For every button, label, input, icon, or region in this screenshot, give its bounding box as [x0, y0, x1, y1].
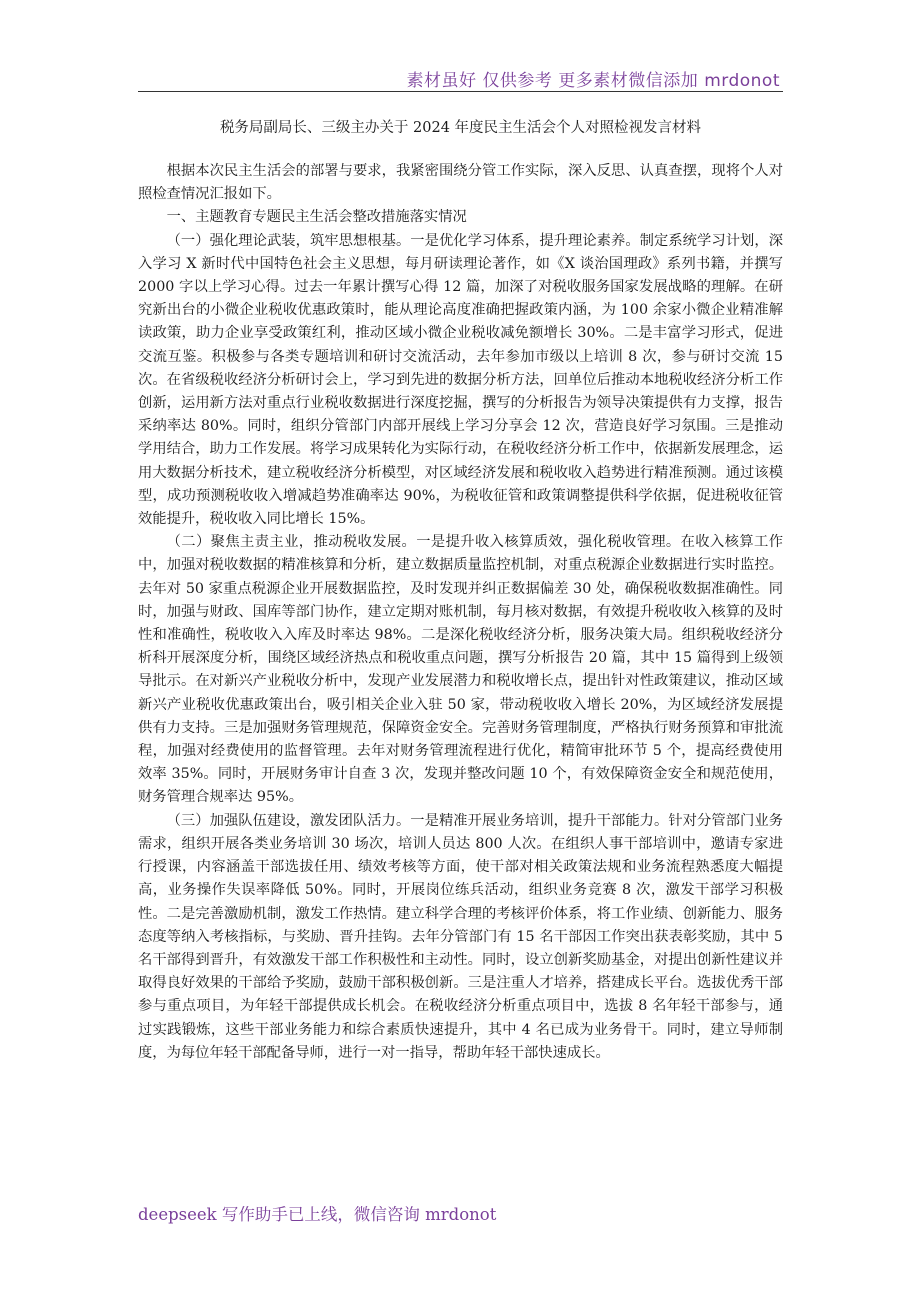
body-paragraph-3: （三）加强队伍建设，激发团队活力。一是精准开展业务培训，提升干部能力。针对分管部门业务需求，组织开展各类业务培训 30 场次，培训人员达 800 人次。在组织人事干部培训中，邀请专家进行授课，内容涵盖干部选拔任用、绩效考核等方面，使干部对相关政策法规和业务流程熟悉度大幅提高，业务操作失误率降低 50%。同时，开展岗位练兵活动，组织业务竞赛 8 次，激发干部学习积极性。二是完善激励机制，激发工作热情。建立科学合理的考核评价体系，将工作业绩、创新能力、服务态度等纳入考核指标，与奖励、晋升挂钩。去年分管部门有 15 名干部因工作突出获表彰奖励，其中 5 名干部得到晋升，有效激发干部工作积极性和主动性。同时，设立创新奖励基金，对提出创新性建议并取得良好效果的干部给予奖励，鼓励干部积极创新。三是注重人才培养，搭建成长平台。选拔优秀干部参与重点项目，为年轻干部提供成长机会。在税收经济分析重点项目中，选拔 8 名年轻干部参与，通过实践锻炼，这些干部业务能力和综合素质快速提升，其中 4 名已成为业务骨干。同时，建立导师制度，为每位年轻干部配备导师，进行一对一指导，帮助年轻干部快速成长。 — [138, 812, 783, 1061]
body-paragraph-2: （二）聚焦主责主业，推动税收发展。一是提升收入核算质效，强化税收管理。在收入核算工作中，加强对税收数据的精准核算和分析，建立数据质量监控机制，对重点税源企业数据进行实时监控。去年对 50 家重点税源企业开展数据监控，及时发现并纠正数据偏差 30 处，确保税收数据准确性。同时，加强与财政、国库等部门协作，建立定期对账机制，每月核对数据，有效提升税收收入核算的及时性和准确性，税收收入入库及时率达 98%。二是深化税收经济分析，服务决策大局。组织税收经济分析科开展深度分析，围绕区域经济热点和税收重点问题，撰写分析报告 20 篇，其中 15 篇得到上级领导批示。在对新兴产业税收分析中，发现产业发展潜力和税收增长点，提出针对性政策建议，推动区域新兴产业税收优惠政策出台，吸引相关企业入驻 50 家，带动税收收入增长 20%，为区域经济发展提供有力支持。三是加强财务管理规范，保障资金安全。完善财务管理制度，严格执行财务预算和审批流程，加强对经费使用的监督管理。去年对财务管理流程进行优化，精简审批环节 5 个，提高经费使用效率 35%。同时，开展财务审计自查 3 次，发现并整改问题 10 个，有效保障资金安全和规范使用，财务管理合规率达 95%。 — [138, 534, 783, 806]
footer-promo-note: deepseek 写作助手已上线，微信咨询 mrdonot — [138, 1205, 497, 1224]
document-title: 税务局副局长、三级主办关于 2024 年度民主生活会个人对照检视发言材料 — [219, 120, 702, 136]
document-body — [138, 160, 783, 1065]
section-heading: 一、主题教育专题民主生活会整改措施落实情况 — [166, 209, 467, 226]
body-paragraph-1: （一）强化理论武装，筑牢思想根基。一是优化学习体系，提升理论素养。制定系统学习计划，深入学习 X 新时代中国特色社会主义思想，每月研读理论著作，如《X 谈治国理政》系列书籍，并撰写 2000 字以上学习心得。过去一年累计撰写心得 12 篇，加深了对税收服务国家发展战略的理解。在研究新出台的小微企业税收优惠政策时，能从理论高度准确把握政策内涵，为 100 余家小微企业精准解读政策，助力企业享受政策红利，推动区域小微企业税收减免额增长 30%。二是丰富学习形式，促进交流互鉴。积极参与各类专题培训和研讨交流活动，去年参加市级以上培训 8 次，参与研讨交流 15 次。在省级税收经济分析研讨会上，学习到先进的数据分析方法，回单位后推动本地税收经济分析工作创新，运用新方法对重点行业税收数据进行深度挖掘，撰写的分析报告为领导决策提供有力支撑，报告采纳率达 80%。同时，组织分管部门内部开展线上学习分享会 12 次，营造良好学习氛围。三是推动学用结合，助力工作发展。将学习成果转化为实际行动，在税收经济分析工作中，依据新发展理念，运用大数据分析技术，建立税收经济分析模型，对区域经济发展和税收收入趋势进行精准预测。通过该模型，成功预测税收收入增减趋势准确率达 90%，为税收征管和政策调整提供科学依据，促进税收征管效能提升，税收收入同比增长 15%。 — [138, 232, 783, 528]
intro-paragraph: 根据本次民主生活会的部署与要求，我紧密围绕分管工作实际，深入反思、认真查摆，现将个人对照检查情况汇报如下。 — [138, 163, 783, 203]
header-promo-note: 素材虽好 仅供参考 更多素材微信添加 mrdonot — [406, 71, 780, 91]
header-rule — [138, 91, 783, 92]
